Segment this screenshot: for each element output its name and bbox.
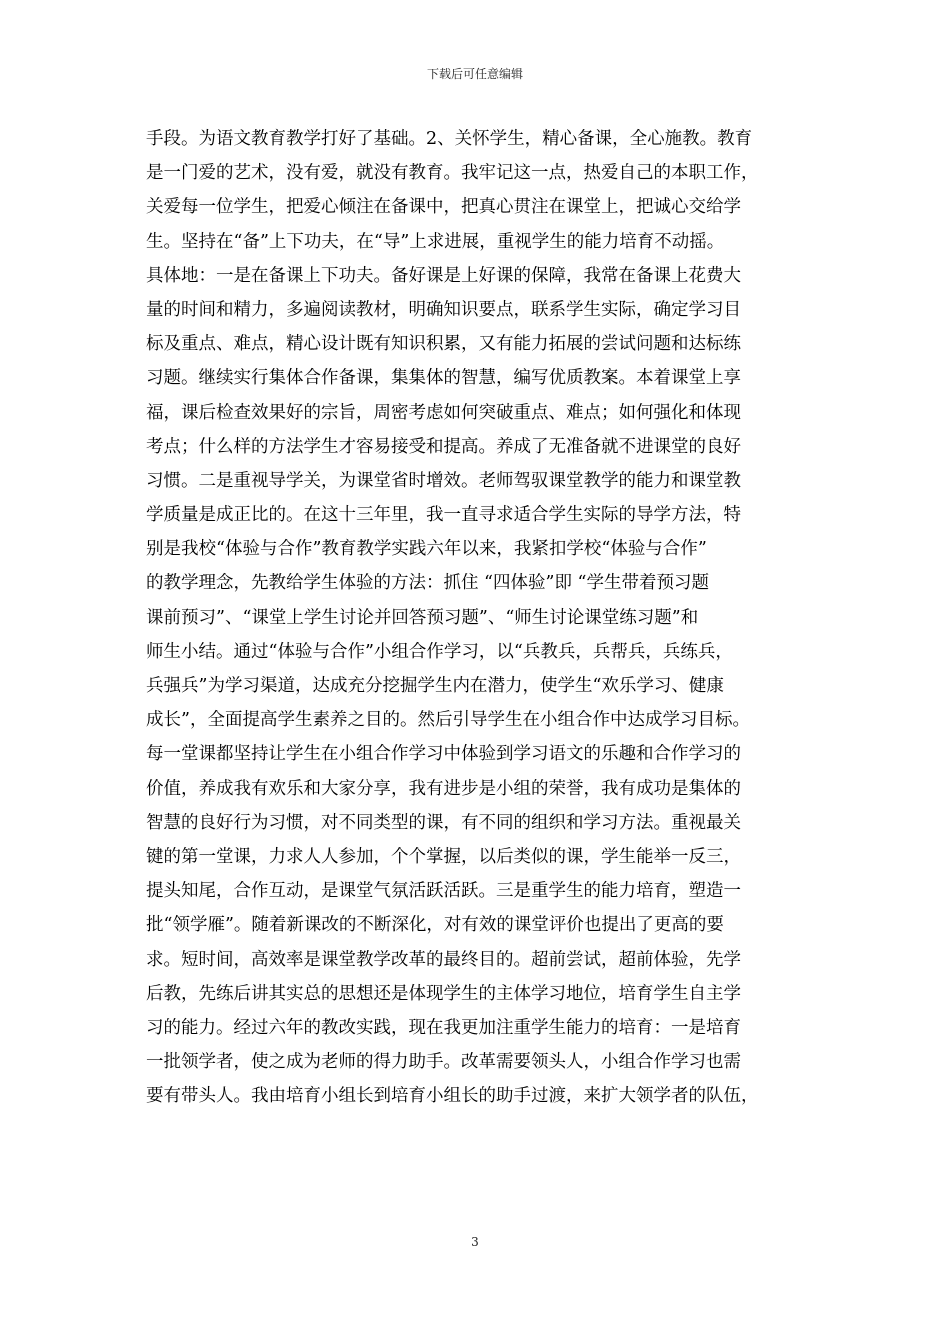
text-line: 要有带头人。我由培育小组长到培育小组长的助手过渡，来扩大领学者的队伍， xyxy=(146,1086,759,1107)
page-number: 3 xyxy=(471,1235,479,1249)
text-line: 标及重点、难点，精心设计既有知识积累，又有能力拓展的尝试问题和达标练 xyxy=(146,334,741,355)
text-line: 课前预习”、“课堂上学生讨论并回答预习题”、“师生讨论课堂练习题”和 xyxy=(146,607,699,628)
text-line: 考点；什么样的方法学生才容易接受和提高。养成了无准备就不进课堂的良好 xyxy=(146,436,741,457)
text-line: 关爱每一位学生，把爱心倾注在备课中，把真心贯注在课堂上，把诚心交给学 xyxy=(146,197,741,218)
text-line: 学质量是成正比的。在这十三年里，我一直寻求适合学生实际的导学方法，特 xyxy=(146,505,741,526)
text-line: 智慧的良好行为习惯，对不同类型的课，有不同的组织和学习方法。重视最关 xyxy=(146,812,741,833)
text-line: 福，课后检查效果好的宗旨，周密考虑如何突破重点、难点；如何强化和体现 xyxy=(146,402,741,423)
text-line: 具体地：一是在备课上下功夫。备好课是上好课的保障，我常在备课上花费大 xyxy=(146,265,741,286)
text-line: 兵强兵”为学习渠道，达成充分挖掘学生内在潜力，使学生“欢乐学习、健康 xyxy=(146,676,724,696)
text-line: 每一堂课都坚持让学生在小组合作学习中体验到学习语文的乐趣和合作学习的 xyxy=(146,744,741,765)
text-line: 后教，先练后讲其实总的思想还是体现学生的主体学习地位，培育学生自主学 xyxy=(146,983,741,1004)
text-line: 师生小结。通过“体验与合作”小组合作学习，以“兵教兵，兵帮兵，兵练兵， xyxy=(146,641,733,662)
text-line: 量的时间和精力，多遍阅读教材，明确知识要点，联系学生实际，确定学习目 xyxy=(146,299,741,320)
text-line: 成长”，全面提高学生素养之目的。然后引导学生在小组合作中达成学习目标。 xyxy=(146,710,750,731)
text-line: 习惯。二是重视导学关，为课堂省时增效。老师驾驭课堂教学的能力和课堂教 xyxy=(146,470,741,491)
text-line: 键的第一堂课，力求人人参加，个个掌握，以后类似的课，学生能举一反三， xyxy=(146,846,741,867)
text-line: 的教学理念，先教给学生体验的方法：抓住 “四体验”即 “学生带着预习题 xyxy=(146,573,709,594)
text-line: 是一门爱的艺术，没有爱，就没有教育。我牢记这一点，热爱自己的本职工作， xyxy=(146,163,759,184)
text-line: 求。短时间，高效率是课堂教学改革的最终目的。超前尝试，超前体验，先学 xyxy=(146,949,741,970)
text-line: 提头知尾，合作互动，是课堂气氛活跃活跃。三是重学生的能力培育，塑造一 xyxy=(146,881,741,902)
text-line: 批“领学雁”。随着新课改的不断深化，对有效的课堂评价也提出了更高的要 xyxy=(146,915,724,936)
text-line: 手段。为语文教育教学打好了基础。2、关怀学生，精心备课，全心施教。教育 xyxy=(146,129,753,149)
text-line: 别是我校“体验与合作”教育教学实践六年以来，我紧扣学校“体验与合作” xyxy=(146,539,707,560)
text-line: 一批领学者，使之成为老师的得力助手。改革需要领头人，小组合作学习也需 xyxy=(146,1052,741,1073)
page-header-note: 下载后可任意编辑 xyxy=(426,67,523,81)
text-line: 习的能力。经过六年的教改实践，现在我更加注重学生能力的培育：一是培育 xyxy=(146,1017,741,1038)
body-paragraph xyxy=(146,122,810,1113)
text-line: 生。坚持在“备”上下功夫，在“导”上求进展，重视学生的能力培育不动摇。 xyxy=(146,231,725,252)
text-line: 价值，养成我有欢乐和大家分享，我有进步是小组的荣誉，我有成功是集体的 xyxy=(146,778,741,799)
text-line: 习题。继续实行集体合作备课，集集体的智慧，编写优质教案。本着课堂上享 xyxy=(146,368,741,389)
